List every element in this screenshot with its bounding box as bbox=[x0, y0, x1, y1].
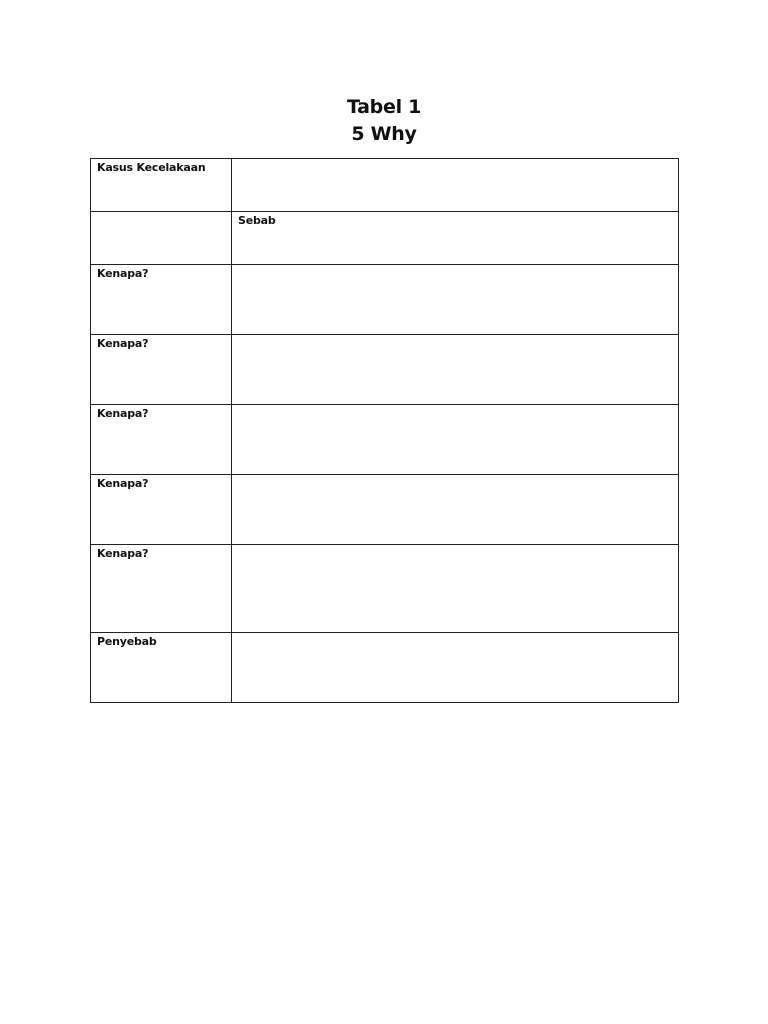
label-cell bbox=[91, 159, 232, 212]
row-content bbox=[232, 265, 678, 269]
row-label bbox=[91, 212, 231, 216]
table-row-why-1 bbox=[91, 265, 679, 335]
row-label: Kasus Kecelakaan bbox=[97, 161, 206, 174]
content-cell[interactable] bbox=[232, 159, 679, 212]
table-row-why-2 bbox=[91, 335, 679, 405]
label-cell bbox=[91, 212, 232, 265]
content-cell[interactable] bbox=[232, 335, 679, 405]
table-row-cause bbox=[91, 212, 679, 265]
content-cell[interactable] bbox=[232, 212, 679, 265]
title-block bbox=[0, 94, 768, 148]
table-row-why-3 bbox=[91, 405, 679, 475]
row-content bbox=[232, 633, 678, 637]
label-cell bbox=[91, 545, 232, 633]
label-cell bbox=[91, 335, 232, 405]
row-label: Kenapa? bbox=[97, 337, 149, 350]
row-label: Kenapa? bbox=[97, 477, 149, 490]
content-cell[interactable] bbox=[232, 475, 679, 545]
label-cell bbox=[91, 633, 232, 703]
content-cell[interactable] bbox=[232, 545, 679, 633]
five-why-table bbox=[90, 158, 679, 703]
table-row-accident-case bbox=[91, 159, 679, 212]
row-content bbox=[232, 159, 678, 163]
label-cell bbox=[91, 475, 232, 545]
table-row-root-cause bbox=[91, 633, 679, 703]
row-label: Kenapa? bbox=[97, 407, 149, 420]
row-content bbox=[232, 405, 678, 409]
table-title: 5 Why bbox=[351, 123, 417, 145]
label-cell bbox=[91, 265, 232, 335]
row-label: Kenapa? bbox=[97, 547, 149, 560]
content-cell[interactable] bbox=[232, 405, 679, 475]
table-row-why-4 bbox=[91, 475, 679, 545]
table-row-why-5 bbox=[91, 545, 679, 633]
content-cell[interactable] bbox=[232, 633, 679, 703]
table-caption: Tabel 1 bbox=[346, 96, 422, 118]
row-content bbox=[232, 335, 678, 339]
row-label: Penyebab bbox=[97, 635, 157, 648]
row-content: Sebab bbox=[238, 214, 276, 227]
row-content bbox=[232, 475, 678, 479]
row-label: Kenapa? bbox=[97, 267, 149, 280]
content-cell[interactable] bbox=[232, 265, 679, 335]
row-content bbox=[232, 545, 678, 549]
label-cell bbox=[91, 405, 232, 475]
